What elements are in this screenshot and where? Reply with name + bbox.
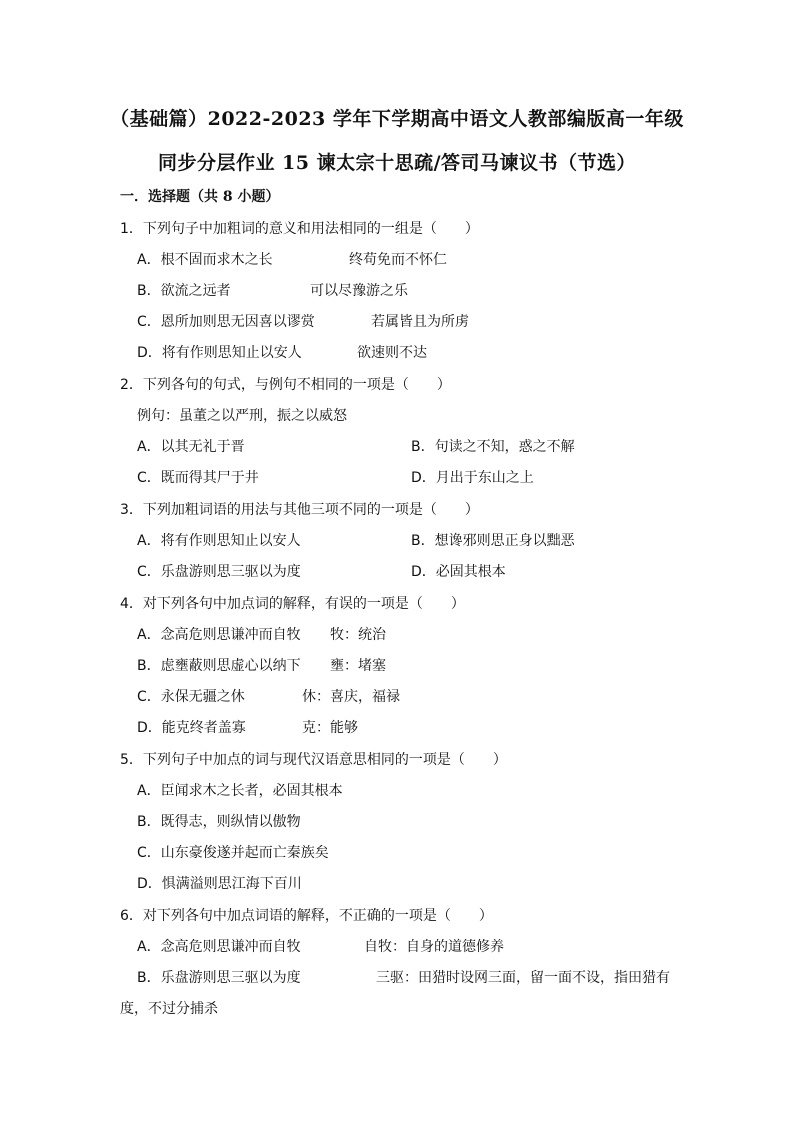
question-2-option-c: C．既而得其尸于井 [137, 470, 259, 486]
question-5-option-a: A．臣闻求木之长者，必固其根本 [137, 783, 343, 799]
question-4-option-d-gloss: 克：能够 [302, 720, 358, 736]
question-2-stem: 2．下列各句的句式，与例句不相同的一项是（ ） [120, 377, 451, 393]
question-4-option-a: A．念高危则思谦冲而自牧 [137, 627, 301, 643]
question-1-option-a-pair: 终苟免而不怀仁 [349, 252, 447, 268]
question-4-stem: 4．对下列各句中加点词的解释，有误的一项是（ ） [120, 596, 465, 612]
question-1-option-a: A．根不固而求木之长 [137, 252, 273, 268]
question-4-option-b-gloss: 壅：堵塞 [330, 658, 386, 674]
question-3-option-d: D．必固其根本 [411, 564, 506, 580]
question-3-stem: 3．下列加粗词语的用法与其他三项不同的一项是（ ） [120, 502, 479, 518]
question-3-option-b: B．想谗邪则思正身以黜恶 [411, 533, 575, 549]
question-1-option-c: C．恩所加则思无因喜以谬赏 [137, 314, 315, 330]
question-6-option-a-gloss: 自牧：自身的道德修养 [364, 939, 504, 955]
question-1-option-c-pair: 若属皆且为所虏 [371, 314, 469, 330]
question-6-stem: 6．对下列各句中加点词语的解释，不正确的一项是（ ） [120, 908, 493, 924]
question-1-option-b-pair: 可以尽豫游之乐 [310, 283, 408, 299]
question-2-option-d: D．月出于东山之上 [411, 470, 534, 486]
question-6-option-b-continuation: 度，不过分捕杀 [120, 1001, 218, 1017]
question-5-option-b: B．既得志，则纵情以傲物 [137, 814, 301, 830]
question-4-option-a-gloss: 牧：统治 [330, 627, 386, 643]
question-3-option-a: A．将有作则思知止以安人 [137, 533, 301, 549]
question-4-option-c: C．永保无疆之休 [137, 689, 245, 705]
document-title-line-1: （基础篇）2022-2023 学年下学期高中语文人教部编版高一年级 [110, 108, 684, 130]
question-5-option-d: D．惧满溢则思江海下百川 [137, 876, 302, 892]
section-heading: 一．选择题（共 8 小题） [120, 189, 280, 205]
question-5-option-c: C．山东豪俊遂并起而亡秦族矣 [137, 845, 329, 861]
question-3-option-c: C．乐盘游则思三驱以为度 [137, 564, 301, 580]
question-1-stem: 1．下列句子中加粗词的意义和用法相同的一组是（ ） [120, 221, 479, 237]
question-6-option-b: B．乐盘游则思三驱以为度 [137, 970, 301, 986]
question-4-option-d: D．能克终者盖寡 [137, 720, 246, 736]
question-4-option-c-gloss: 休：喜庆，福禄 [302, 689, 400, 705]
question-1-option-d-pair: 欲速则不达 [357, 345, 427, 361]
question-2-option-a: A．以其无礼于晋 [137, 439, 245, 455]
question-1-option-d: D．将有作则思知止以安人 [137, 345, 302, 361]
question-5-stem: 5．下列句子中加点的词与现代汉语意思相同的一项是（ ） [120, 752, 507, 768]
document-title-line-2: 同步分层作业 15 谏太宗十思疏/答司马谏议书（节选） [157, 152, 637, 174]
question-6-option-b-gloss: 三驱：田猎时设网三面，留一面不设，指田猎有 [376, 970, 670, 986]
question-4-option-b: B．虑壅蔽则思虚心以纳下 [137, 658, 301, 674]
question-2-option-b: B．句读之不知，惑之不解 [411, 439, 575, 455]
question-6-option-a: A．念高危则思谦冲而自牧 [137, 939, 301, 955]
question-1-option-b: B．欲流之远者 [137, 283, 231, 299]
question-2-example: 例句：虽董之以严刑，振之以威怒 [137, 408, 347, 424]
